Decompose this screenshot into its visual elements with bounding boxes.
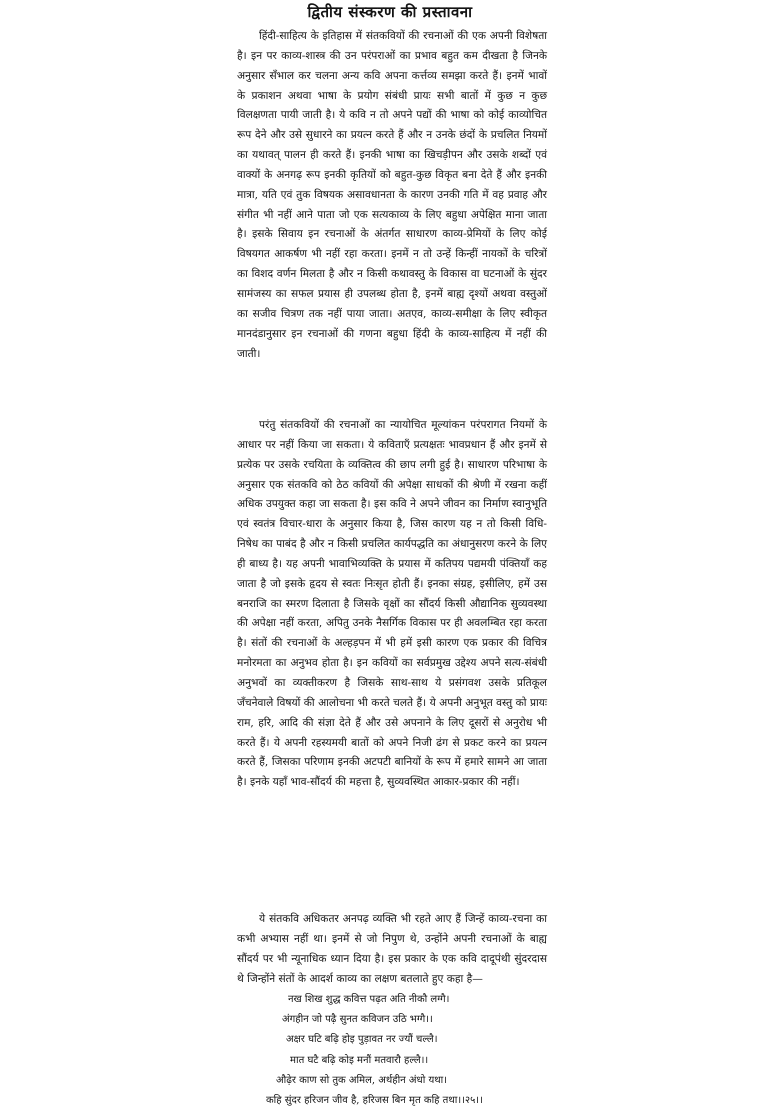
paragraph-2: परंतु संतकवियों की रचनाओं का न्यायोचित मूल्यांकन परंपरागत नियमों के आधार पर नहीं किया जा सकता। ये कविताएँ प्रत्यक्षतः भावप्रधान हैं और इनमें से प्रत्येक पर उसके रचयिता के व्यक्तित्व की छाप लगी हुई है। साधारण परिभाषा के अनुसार एक संतकवि को ठेठ कवियों की अपेक्षा साधकों की श्रेणी में रखना कहीं अधिक उपयुक्त कहा जा सकता है। इस कवि ने अपने जीवन का निर्माण स्वानुभूति एवं स्वतंत्र विचार-धारा के अनुसार किया है, जिस कारण यह न तो किसी विधि-निषेध का पाबंद है और न किसी प्रचलित कार्यपद्धति का अंधानुसरण करने के लिए ही बाध्य है। यह अपनी भावाभिव्यक्ति के प्रयास में कतिपय पद्यमयी पंक्तियाँ कह जाता है जो इसके हृदय से स्वतः निःसृत होती हैं। इनका संग्रह, इसीलिए, हमें उस बनराजि का स्मरण दिलाता है जिसके वृक्षों का सौंदर्य किसी औद्यानिक सुव्यवस्था की अपेक्षा नहीं करता, अपितु उनके नैसर्गिक विकास पर ही अवलम्बित रहा करता है। संतों की रचनाओं के अल्हड़पन में भी हमें इसी कारण एक प्रकार की विचित्र मनोरमता का अनुभव होता है। इन कवियों का सर्वप्रमुख उद्देश्य अपने सत्य-संबंधी अनुभवों का व्यक्तीकरण है जिसके साथ-साथ ये प्रसंगवश उसके प्रतिकूल जँचनेवाले विषयों की आलोचना भी करते चलते हैं। ये अपनी अनुभूत वस्तु को प्रायः राम, हरि, आदि की संज्ञा देते हैं और उसे अपनाने के लिए दूसरों से अनुरोध भी करते हैं। ये अपनी रहस्यमयी बातों को अपने निजी ढंग से प्रकट करने का प्रयत्न करते हैं, जिसका परिणाम इनकी अटपटी बानियों के रूप में हमारे सामने आ जाता है। इनके यहाँ भाव-सौंदर्य की महत्ता है, सुव्यवस्थित आकार-प्रकार की नहीं। xyxy=(237,419,547,789)
verse-line: अक्षर घटि बढ़ि होइ पुड़ावत नर ज्यौं चल्लै। xyxy=(286,1034,438,1046)
page-title: द्वितीय संस्करण की प्रस्तावना xyxy=(307,3,473,21)
paragraph-3: ये संतकवि अधिकतर अनपढ़ व्यक्ति भी रहते आए हैं जिन्हें काव्य-रचना का कभी अभ्यास नहीं था। इनमें से जो निपुण थे, उन्होंने अपनी रचनाओं के बाह्य सौंदर्य पर भी न्यूनाधिक ध्यान दिया है। इस प्रकार के एक कवि दादूपंथी सुंदरदास थे जिन्होंने संतों के आदर्श काव्य का लक्षण बतलाते हुए कहा है— xyxy=(237,913,547,985)
verse-line: कहि सुंदर हरिजन जीव है, हरिजस बिन मृत कहि तथा।।२५।। xyxy=(266,1095,483,1107)
verse-line: अंगहीन जो पढ़ै सुनत कविजन उठि भग्गै।। xyxy=(282,1014,433,1026)
verse-line: नख शिख शुद्ध कवित्त पढ़त अति नीकौ लग्गै। xyxy=(288,994,450,1005)
paragraph-1: हिंदी-साहित्य के इतिहास में संतकवियों की रचनाओं की एक अपनी विशेषता है। इन पर काव्य-शास्त्र की उन परंपराओं का प्रभाव बहुत कम दीखता है जिनके अनुसार सँभाल कर चलना अन्य कवि अपना कर्त्तव्य समझा करते हैं। इनमें भावों के प्रकाशन अथवा भाषा के प्रयोग संबंधी प्रायः सभी बातों में कुछ न कुछ विलक्षणता पायी जाती है। ये कवि न तो अपने पद्यों की भाषा को कोई काव्योचित रूप देने और उसे सुधारने का प्रयत्न करते हैं और न उनके छंदों के प्रचलित नियमों का यथावत् पालन ही करते हैं। इनकी भाषा का खिचड़ीपन और उसके शब्दों एवं वाक्यों के अनगढ़ रूप इनकी कृतियों को बहुत-कुछ विकृत बना देते हैं और इनकी मात्रा, यति एवं तुक विषयक असावधानता के कारण उनकी गति में वह प्रवाह और संगीत भी नहीं आने पाता जो एक सत्यकाव्य के लिए बहुधा अपेक्षित माना जाता है। इसके सिवाय इन रचनाओं के अंतर्गत साधारण काव्य-प्रेमियों के लिए कोई विषयगत आकर्षण भी नहीं रहा करता। इनमें न तो उन्हें किन्हीं नायकों के चरित्रों का विशद वर्णन मिलता है और न किसी कथावस्तु के विकास वा घटनाओं के सुंदर सामंजस्य का सफल प्रयास ही उपलब्ध होता है, इनमें बाह्य दृश्यों अथवा वस्तुओं का सजीव चित्रण तक नहीं पाया जाता। अतएव, काव्य-समीक्षा के लिए स्वीकृत मानदंडानुसार इन रचनाओं की गणना बहुधा हिंदी के काव्य-साहित्य में नहीं की जाती। xyxy=(237,30,547,360)
verse-line: औढ़ेर काण सो तुक अमिल, अर्थहीन अंधो यथा। xyxy=(276,1074,448,1086)
verse-line: मात घटै बढ़ि कोइ मनौं मतवारौ हल्लै।। xyxy=(290,1054,429,1066)
verse-block xyxy=(262,990,542,1111)
